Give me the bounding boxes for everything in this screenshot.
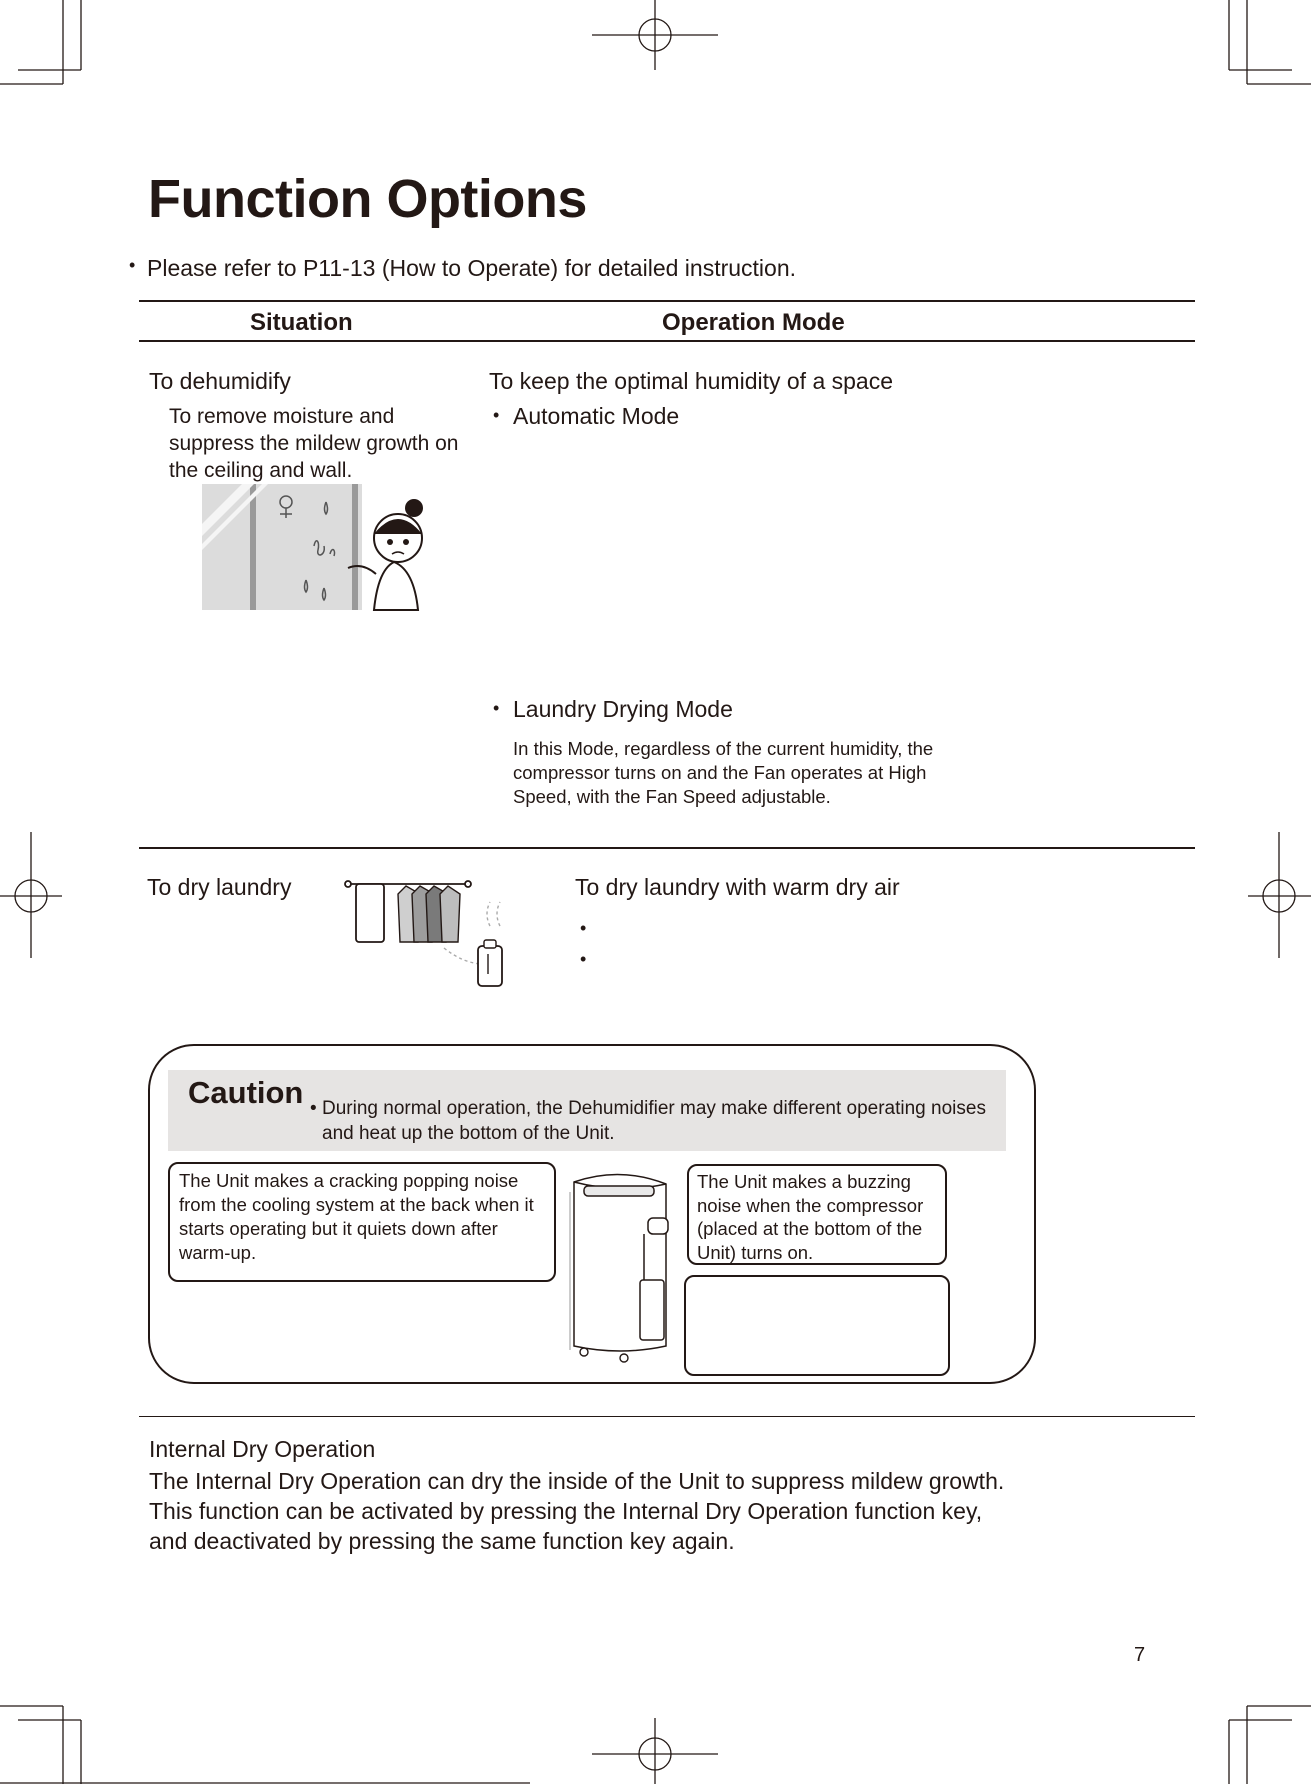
callout-cracking-noise: The Unit makes a cracking popping noise from the cooling system at the back when it starts operating but it quiets down after warm-up. (168, 1162, 556, 1282)
laundry-rack-illustration (344, 876, 514, 994)
mode-laundry-drying: • Laundry Drying Mode (513, 696, 733, 723)
operation-heading-warm-air: To dry laundry with warm dry air (575, 874, 900, 900)
internal-dry-heading: Internal Dry Operation (149, 1436, 376, 1462)
page-number: 7 (1134, 1644, 1146, 1666)
mode-laundry-drying-description: In this Mode, regardless of the current humidity, the compressor turns on and the Fan operates at High Speed, with the Fan Speed adjustable. (513, 738, 934, 807)
dehumidifier-unit-illustration (560, 1172, 672, 1364)
internal-dry-rule (139, 1416, 1195, 1417)
operation-heading-humidity: To keep the optimal humidity of a space (489, 368, 894, 394)
situation-dehumidify: To dehumidify (149, 368, 291, 394)
column-header-operation-mode: Operation Mode (662, 309, 845, 336)
situation-dehumidify-detail: To remove moisture and suppress the mildew growth on the ceiling and wall. (169, 405, 459, 482)
mode-automatic: • Automatic Mode (513, 403, 679, 430)
dry-laundry-bullet-2: • (580, 949, 587, 969)
row-divider (139, 847, 1195, 849)
table-top-rule (139, 300, 1195, 302)
callout-bottom-empty (684, 1275, 950, 1376)
page-title: Function Options (148, 169, 587, 229)
situation-dry-laundry: To dry laundry (147, 874, 292, 900)
caution-text-body: During normal operation, the Dehumidifier may make different operating noises and heat up the bottom of the Unit. (322, 1098, 986, 1144)
callout-buzzing-noise: The Unit makes a buzzing noise when the compressor (placed at the bottom of the Unit) turns on. (687, 1164, 947, 1265)
table-header-rule (139, 340, 1195, 342)
column-header-situation: Situation (250, 309, 353, 336)
internal-dry-body (149, 1466, 1004, 1556)
internal-dry-line-2: This function can be activated by pressing the Internal Dry Operation function key, (149, 1498, 983, 1524)
internal-dry-line-1: The Internal Dry Operation can dry the inside of the Unit to suppress mildew growth. (149, 1468, 1005, 1494)
intro-note: • Please refer to P11-13 (How to Operate) for detailed instruction. (129, 255, 797, 281)
internal-dry-line-3: and deactivated by pressing the same function key again. (149, 1528, 735, 1554)
dry-laundry-bullet-1: • (580, 918, 587, 938)
mildew-wall-illustration (202, 484, 424, 612)
intro-text: Please refer to P11-13 (How to Operate) for detailed instruction. (147, 255, 797, 281)
caution-title: Caution (188, 1075, 304, 1110)
caution-text: • During normal operation, the Dehumidifier may make different operating noises and heat up the bottom of the Unit. (310, 1098, 986, 1144)
